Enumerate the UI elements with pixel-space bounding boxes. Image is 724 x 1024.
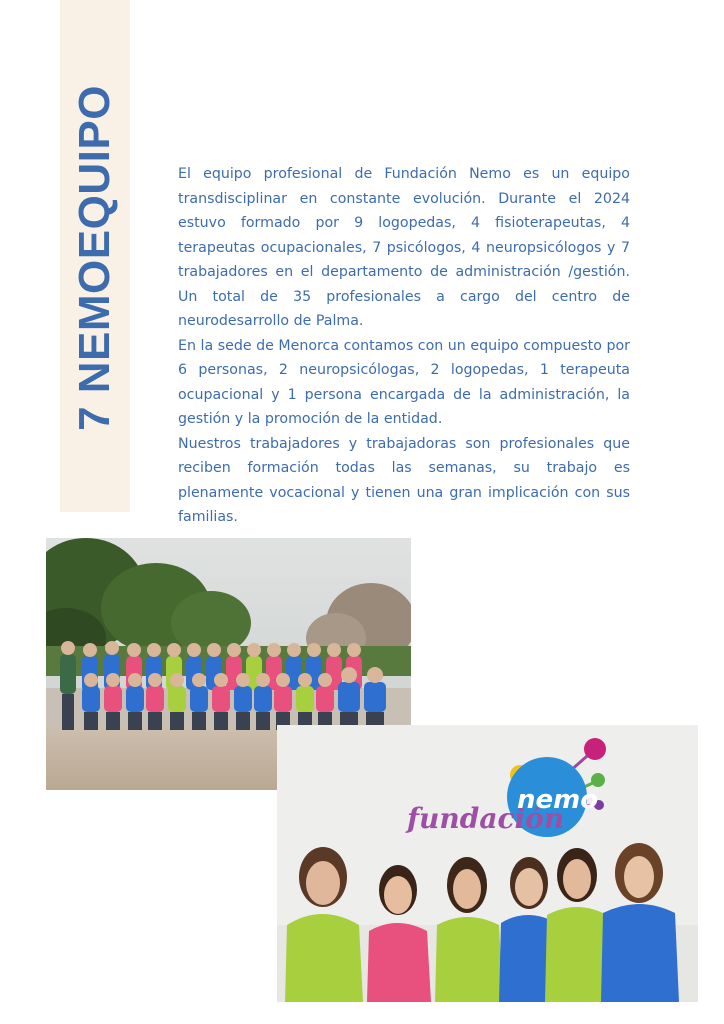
section-title: 7 NEMOEQUIPO xyxy=(70,85,119,431)
paragraph-menorca: En la sede de Menorca contamos con un equipo compuesto por 6 personas, 2 neuropsicólogas, 2 logopedas, 1 terapeuta ocupacional y 1 persona encargada de la administración, la gestión y la promoción de la entidad. xyxy=(178,337,630,427)
logo-text: fundación xyxy=(407,802,565,835)
logo-word: nemo xyxy=(517,785,599,815)
team-photo xyxy=(277,725,698,1002)
team-people xyxy=(285,843,679,1002)
paragraph-trabajadores: Nuestros trabajadores y trabajadoras son profesionales que reciben formación todas las semanas, su trabajo es plenamente vocacional y tienen una gran implicación con sus familias. xyxy=(178,435,630,525)
paragraph-palma: El equipo profesional de Fundación Nemo es un equipo transdisciplinar en constante evolución. Durante el 2024 estuvo formado por 9 logopedas, 4 fisioterapeutas, 4 terapeutas ocupacionales, 7 psicólogos, 4 neuropsicólogos y 7 trabajadores en el departamento de administración /gestión. Un total de 35 profesionales a cargo del centro de neurodesarrollo de Palma. xyxy=(178,166,630,329)
body-text xyxy=(178,162,630,530)
